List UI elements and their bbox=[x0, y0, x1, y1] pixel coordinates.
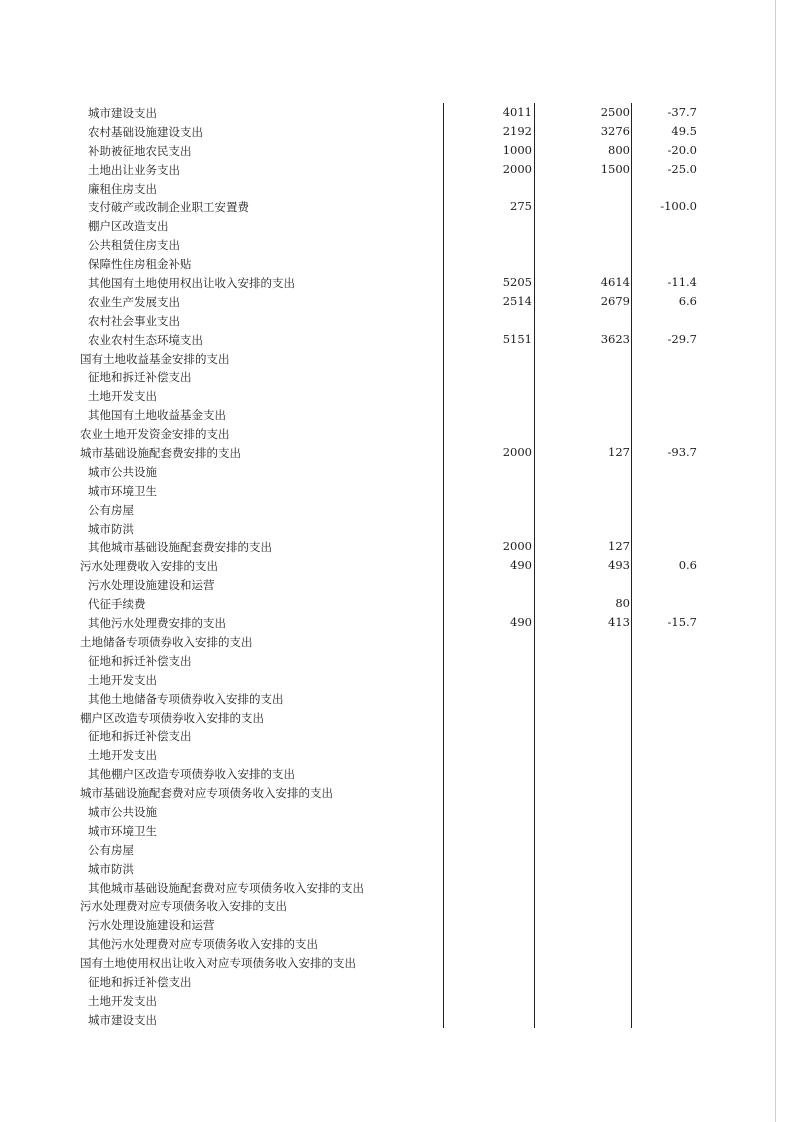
table-row bbox=[0, 519, 793, 538]
item-name: 城市公共设施 bbox=[88, 804, 157, 819]
item-name: 其他污水处理费安排的支出 bbox=[88, 616, 226, 631]
item-name: 棚户区改造支出 bbox=[88, 219, 169, 234]
item-name: 土地储备专项债券收入安排的支出 bbox=[80, 634, 253, 649]
table-row bbox=[0, 197, 793, 216]
table-row bbox=[0, 537, 793, 556]
table-row bbox=[0, 670, 793, 689]
item-name: 城市建设支出 bbox=[88, 1012, 157, 1027]
table-row bbox=[0, 481, 793, 500]
table-row bbox=[0, 594, 793, 613]
table-row bbox=[0, 462, 793, 481]
table-row bbox=[0, 878, 793, 897]
growth-percent: 0.6 bbox=[678, 558, 697, 573]
table-row bbox=[0, 783, 793, 802]
table-row bbox=[0, 443, 793, 462]
table-row bbox=[0, 273, 793, 292]
value-2016: 490 bbox=[510, 615, 532, 630]
value-2016: 2000 bbox=[502, 539, 532, 554]
item-name: 污水处理设施建设和运营 bbox=[88, 918, 215, 933]
value-2016: 275 bbox=[510, 199, 532, 214]
item-name: 城市基础设施配套费对应专项债务收入安排的支出 bbox=[80, 786, 333, 801]
value-2017: 413 bbox=[608, 615, 630, 630]
value-2016: 490 bbox=[510, 558, 532, 573]
item-name: 农业生产发展支出 bbox=[88, 294, 180, 309]
growth-percent: -93.7 bbox=[667, 445, 697, 460]
value-2016: 2000 bbox=[502, 445, 532, 460]
item-name: 土地出让业务支出 bbox=[88, 162, 180, 177]
item-name: 公共租赁住房支出 bbox=[88, 238, 180, 253]
item-name: 廉租住房支出 bbox=[88, 181, 157, 196]
item-name: 支付破产或改制企业职工安置费 bbox=[88, 200, 249, 215]
item-name: 农业土地开发资金安排的支出 bbox=[80, 427, 230, 442]
table-row bbox=[0, 840, 793, 859]
value-2017: 127 bbox=[608, 539, 630, 554]
table-row bbox=[0, 972, 793, 991]
table-row bbox=[0, 292, 793, 311]
table-row bbox=[0, 103, 793, 122]
table-row bbox=[0, 915, 793, 934]
item-name: 其他污水处理费对应专项债务收入安排的支出 bbox=[88, 937, 318, 952]
growth-percent: -11.4 bbox=[667, 275, 697, 290]
table-row bbox=[0, 745, 793, 764]
item-name: 代征手续费 bbox=[88, 597, 146, 612]
item-name: 保障性住房租金补贴 bbox=[88, 257, 192, 272]
item-name: 城市防洪 bbox=[88, 861, 134, 876]
growth-percent: -37.7 bbox=[667, 105, 697, 119]
value-2017: 1500 bbox=[600, 161, 630, 176]
table-row bbox=[0, 651, 793, 670]
item-name: 农村基础设施建设支出 bbox=[88, 124, 203, 139]
expenditure-table bbox=[0, 103, 793, 1029]
table-row bbox=[0, 726, 793, 745]
table-row bbox=[0, 802, 793, 821]
value-2016: 4011 bbox=[502, 105, 532, 119]
item-name: 国有土地收益基金安排的支出 bbox=[80, 351, 230, 366]
table-row bbox=[0, 896, 793, 915]
table-row bbox=[0, 386, 793, 405]
table-row bbox=[0, 632, 793, 651]
item-name: 城市基础设施配套费安排的支出 bbox=[80, 446, 241, 461]
value-2017: 127 bbox=[608, 445, 630, 460]
value-2016: 1000 bbox=[502, 142, 532, 157]
table-row bbox=[0, 122, 793, 141]
value-2016: 5205 bbox=[502, 275, 532, 290]
table-row bbox=[0, 141, 793, 160]
item-name: 征地和拆迁补偿支出 bbox=[88, 729, 192, 744]
value-2016: 5151 bbox=[502, 331, 532, 346]
column-divider-2 bbox=[534, 103, 535, 1028]
item-name: 补助被征地农民支出 bbox=[88, 143, 192, 158]
item-name: 污水处理费收入安排的支出 bbox=[80, 559, 218, 574]
table-row bbox=[0, 575, 793, 594]
value-2017: 800 bbox=[608, 142, 630, 157]
table-row bbox=[0, 689, 793, 708]
table-row bbox=[0, 330, 793, 349]
table-row bbox=[0, 424, 793, 443]
item-name: 污水处理设施建设和运营 bbox=[88, 578, 215, 593]
column-divider-3 bbox=[631, 103, 632, 1028]
table-row bbox=[0, 1010, 793, 1029]
item-name: 征地和拆迁补偿支出 bbox=[88, 653, 192, 668]
table-row bbox=[0, 859, 793, 878]
table-row bbox=[0, 953, 793, 972]
item-name: 其他国有土地收益基金支出 bbox=[88, 408, 226, 423]
table-row bbox=[0, 160, 793, 179]
growth-percent: 49.5 bbox=[671, 123, 697, 138]
item-name: 城市公共设施 bbox=[88, 464, 157, 479]
table-row bbox=[0, 821, 793, 840]
value-2017: 3623 bbox=[600, 331, 630, 346]
item-name: 城市防洪 bbox=[88, 521, 134, 536]
table-row bbox=[0, 311, 793, 330]
item-name: 城市环境卫生 bbox=[88, 483, 157, 498]
item-name: 城市建设支出 bbox=[88, 106, 157, 120]
table-row bbox=[0, 934, 793, 953]
table-row bbox=[0, 254, 793, 273]
table-row bbox=[0, 764, 793, 783]
growth-percent: -20.0 bbox=[667, 142, 697, 157]
item-name: 其他棚户区改造专项债券收入安排的支出 bbox=[88, 767, 295, 782]
value-2017: 493 bbox=[608, 558, 630, 573]
value-2017: 4614 bbox=[600, 275, 630, 290]
item-name: 其他国有土地使用权出让收入安排的支出 bbox=[88, 276, 295, 291]
item-name: 国有土地使用权出让收入对应专项债务收入安排的支出 bbox=[80, 956, 356, 971]
item-name: 土地开发支出 bbox=[88, 672, 157, 687]
table-row bbox=[0, 179, 793, 198]
item-name: 公有房屋 bbox=[88, 502, 134, 517]
growth-percent: -15.7 bbox=[667, 615, 697, 630]
value-2017: 3276 bbox=[600, 123, 630, 138]
item-name: 农村社会事业支出 bbox=[88, 313, 180, 328]
table-row bbox=[0, 500, 793, 519]
value-2017: 2500 bbox=[600, 105, 630, 119]
value-2017: 80 bbox=[615, 596, 630, 611]
value-2016: 2192 bbox=[502, 123, 532, 138]
column-divider-1 bbox=[443, 103, 444, 1028]
item-name: 城市环境卫生 bbox=[88, 823, 157, 838]
value-2016: 2514 bbox=[502, 293, 532, 308]
table-row bbox=[0, 991, 793, 1010]
item-name: 公有房屋 bbox=[88, 842, 134, 857]
value-2016: 2000 bbox=[502, 161, 532, 176]
item-name: 其他城市基础设施配套费安排的支出 bbox=[88, 540, 272, 555]
item-name: 征地和拆迁补偿支出 bbox=[88, 974, 192, 989]
item-name: 土地开发支出 bbox=[88, 389, 157, 404]
growth-percent: 6.6 bbox=[678, 293, 697, 308]
growth-percent: -25.0 bbox=[667, 161, 697, 176]
item-name: 农业农村生态环境支出 bbox=[88, 332, 203, 347]
item-name: 土地开发支出 bbox=[88, 993, 157, 1008]
table-row bbox=[0, 235, 793, 254]
table-row bbox=[0, 613, 793, 632]
table-row bbox=[0, 349, 793, 368]
table-row bbox=[0, 405, 793, 424]
item-name: 土地开发支出 bbox=[88, 748, 157, 763]
item-name: 其他城市基础设施配套费对应专项债务收入安排的支出 bbox=[88, 880, 364, 895]
table-row bbox=[0, 216, 793, 235]
table-row bbox=[0, 556, 793, 575]
item-name: 其他土地储备专项债券收入安排的支出 bbox=[88, 691, 284, 706]
growth-percent: -29.7 bbox=[667, 331, 697, 346]
item-name: 征地和拆迁补偿支出 bbox=[88, 370, 192, 385]
item-name: 污水处理费对应专项债务收入安排的支出 bbox=[80, 899, 287, 914]
value-2017: 2679 bbox=[600, 293, 630, 308]
growth-percent: -100.0 bbox=[660, 199, 697, 214]
item-name: 棚户区改造专项债券收入安排的支出 bbox=[80, 710, 264, 725]
table-row bbox=[0, 367, 793, 386]
table-row bbox=[0, 708, 793, 727]
